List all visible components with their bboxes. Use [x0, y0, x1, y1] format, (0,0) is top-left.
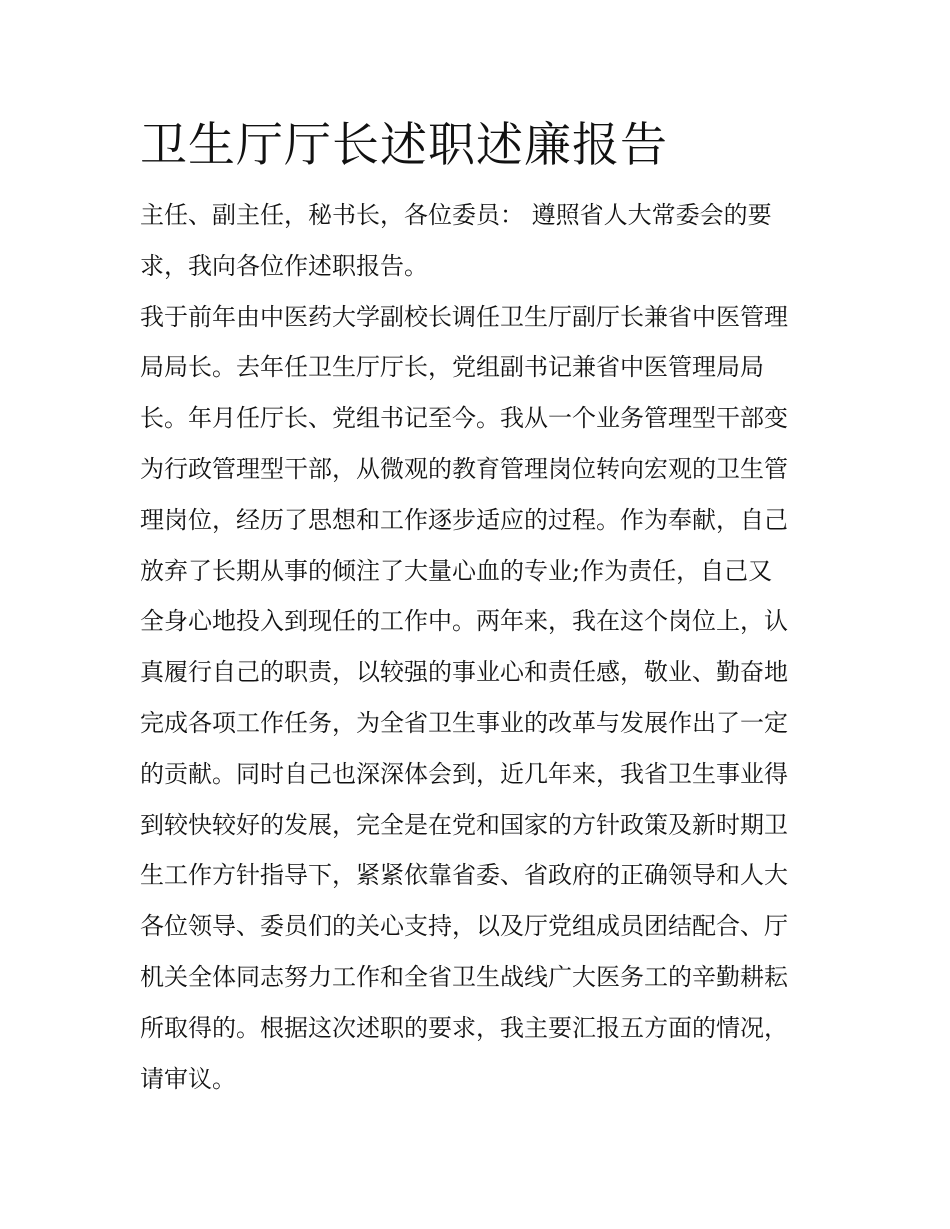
text-line: 生工作方针指导下，紧紧依靠省委、省政府的正确领导和人大: [140, 861, 788, 890]
text-line: 到较快较好的发展，完全是在党和国家的方针政策及新时期卫: [140, 810, 788, 839]
text-line: 局局长。去年任卫生厅厅长，党组副书记兼省中医管理局局: [140, 353, 764, 382]
text-line: 的贡献。同时自己也深深体会到，近几年来，我省卫生事业得: [140, 759, 788, 788]
text-line: 求，我向各位作述职报告。: [140, 251, 428, 280]
text-line: 机关全体同志努力工作和全省卫生战线广大医务工的辛勤耕耘: [140, 962, 788, 991]
text-line: 主任、副主任，秘书长，各位委员： 遵照省人大常委会的要: [140, 201, 772, 229]
text-line: 完成各项工作任务，为全省卫生事业的改革与发展作出了一定: [140, 708, 788, 737]
text-line: 为行政管理型干部，从微观的教育管理岗位转向宏观的卫生管: [140, 454, 788, 483]
text-line: 各位领导、委员们的关心支持，以及厅党组成员团结配合、厅: [140, 912, 788, 941]
paragraph-body: [140, 292, 812, 1105]
text-line: 长。年月任厅长、党组书记至今。我从一个业务管理型干部变: [140, 404, 788, 433]
text-line: 请审议。: [140, 1064, 236, 1093]
text-line: 理岗位，经历了思想和工作逐步适应的过程。作为奉献，自己: [140, 505, 788, 534]
text-line: 放弃了长期从事的倾注了大量心血的专业;作为责任，自己又: [140, 556, 773, 585]
text-line: 我于前年由中医药大学副校长调任卫生厅副厅长兼省中医管理: [140, 302, 788, 331]
document-title: 卫生厅厅长述职述廉报告: [140, 118, 668, 173]
text-line: 全身心地投入到现任的工作中。两年来，我在这个岗位上，认: [140, 607, 788, 636]
text-line: 真履行自己的职责，以较强的事业心和责任感，敬业、勤奋地: [140, 658, 788, 687]
paragraph-salutation: [140, 190, 812, 292]
document-page: [140, 110, 812, 1104]
text-line: 所取得的。根据这次述职的要求，我主要汇报五方面的情况，: [140, 1013, 788, 1042]
